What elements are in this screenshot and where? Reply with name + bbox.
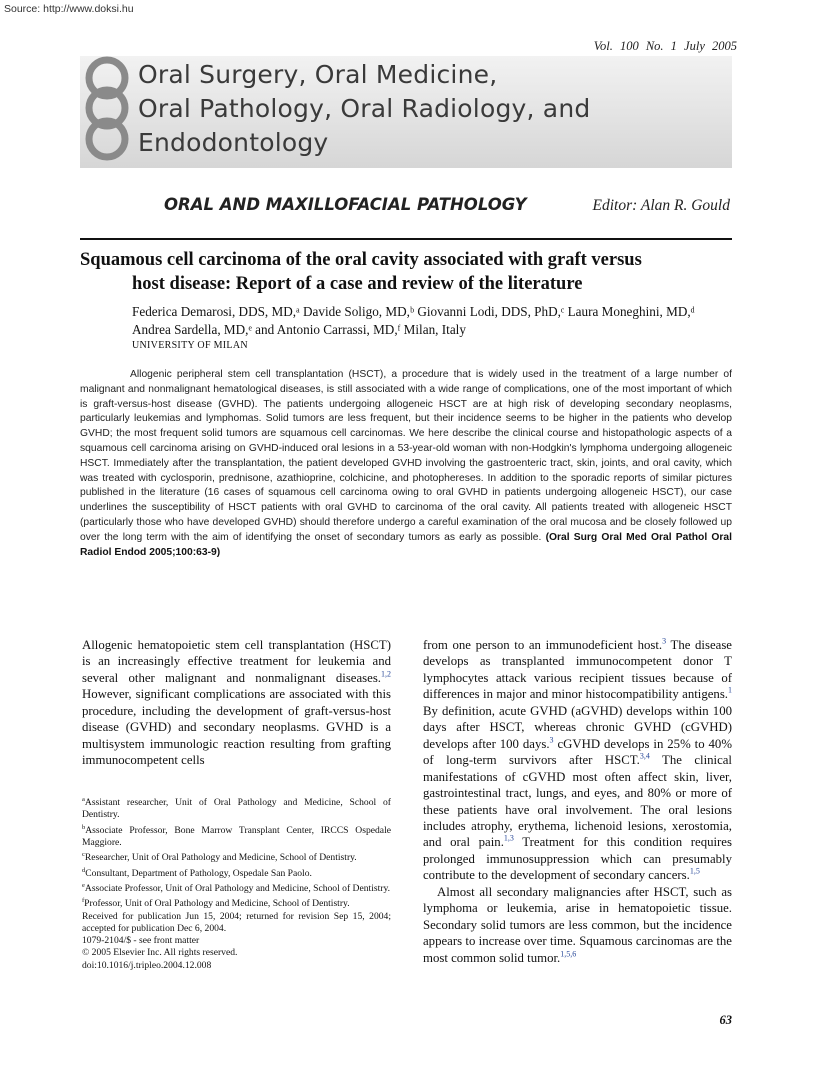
article-authors xyxy=(132,303,732,339)
citation-ref[interactable]: 1,5 xyxy=(689,867,700,877)
journal-banner xyxy=(80,56,732,168)
abstract-citation: (Oral Surg Oral Med Oral Pathol Oral Radiol Endod 2005;100:63-9) xyxy=(80,531,732,558)
article-title xyxy=(80,248,720,296)
citation-ref[interactable]: 1,5,6 xyxy=(560,949,577,959)
section-header xyxy=(80,195,732,221)
footnote-e: $^e$Associate Professor, Unit of Oral Pathology and Medicine, School of Dentistry. xyxy=(82,881,391,895)
body-column-left xyxy=(82,637,391,769)
article-title-line2: host disease: Report of a case and review of the literature xyxy=(132,274,583,294)
body-text: Treatment for this condition requires prolonged immunosuppression which can presumably contribute to the development of secondary cancers. xyxy=(423,835,732,883)
copyright: © 2005 Elsevier Inc. All rights reserved. xyxy=(82,947,238,959)
title-divider xyxy=(80,238,732,240)
body-paragraph xyxy=(423,884,732,966)
journal-rings-logo xyxy=(80,56,140,168)
citation-ref[interactable]: 3 xyxy=(549,735,554,745)
footnote-a: $^a$Assistant researcher, Unit of Oral Pathology and Medicine, School of Dentistry. xyxy=(82,796,391,821)
issue-info: Vol. 100 No. 1 July 2005 xyxy=(593,39,737,53)
authors-line2: Andrea Sardella, MD,ᵉ and Antonio Carrassi, MD,ᶠ Milan, Italy xyxy=(132,322,466,337)
authors-line1: Federica Demarosi, DDS, MD,ᵃ Davide Soligo, MD,ᵇ Giovanni Lodi, DDS, PhD,ᶜ Laura Moneghini, MD,ᵈ xyxy=(132,304,695,319)
body-text: Almost all secondary malignancies after HSCT, such as lymphoma or leukemia, arise in hematopoietic tissue. Secondary solid tumors are less common, but the incidence appears to increase over time. Squamous carcinomas are the most common solid tumor. xyxy=(423,884,732,965)
journal-title-line2: Oral Pathology, Oral Radiology, and xyxy=(138,94,591,123)
issn: 1079-2104/$ - see front matter xyxy=(82,935,200,947)
citation-ref[interactable]: 3,4 xyxy=(639,751,650,761)
body-text: By definition, acute GVHD (aGVHD) develops within 100 days after HSCT, whereas chronic GVHD (cGVHD) develops after 100 days. xyxy=(423,703,732,751)
body-paragraph xyxy=(82,637,391,769)
abstract-text: Allogenic peripheral stem cell transplantation (HSCT), a procedure that is widely used in the treatment of a large number of malignant and nonmalignant hematological diseases, is still associated with a wide range of complications, one of the most important of which is graft-versus-host disease (GVHD). The patients undergoing allogeneic HSCT are at high risk of developing secondary neoplasms, particularly leukemias and lymphomas. Solid tumors are less frequent, but their incidence seems to be higher in the patients who develop GVHD; the most frequent solid tumors are squamous cell carcinomas. We here describe the clinical course and histopathologic aspects of a squamous cell carcinoma arising on GVHD-induced oral lesions in a 53-year-old woman with non-Hodgkin's lymphoma undergoing allogeneic HSCT. Immediately after the transplantation, the patient developed GVHD involving the gastroenteric tract, skin, joints, and oral cavity, which was treated with cyclosporin, prednisone, azathioprine, colchicine, and photophereses. In addition to the sporadic reports of similar pictures published in the literature (16 cases of squamous cell carcinoma owing to oral GVHD in patients undergoing allogeneic HSCT), our case underlines the susceptibility of HSCT patients with oral GVHD to carcinoma of the oral cavity. All patients treated with allogeneic HSCT (particularly those who have developed GVHD) should therefore undergo a careful examination of the oral mucosa and be closely followed up over the long term with the aim of identifying the onset of secondary tumors as early as possible. xyxy=(80,369,732,543)
received-dates: Received for publication Jun 15, 2004; returned for revision Sep 15, 2004; accepted for publication Dec 6, 2004. xyxy=(82,910,391,934)
journal-title-line1: Oral Surgery, Oral Medicine, xyxy=(138,60,498,89)
footnote-f: $^f$Professor, Unit of Oral Pathology and Medicine, School of Dentistry. xyxy=(82,897,350,910)
footnote-d: $^d$Consultant, Department of Pathology, Ospedale San Paolo. xyxy=(82,866,312,879)
source-url: Source: http://www.doksi.hu xyxy=(4,3,134,15)
section-editor: Editor: Alan R. Gould xyxy=(592,197,730,214)
body-text: The clinical manifestations of cGVHD most often affect skin, liver, gastrointestinal tract, lungs, and eyes, and 80% or more of these patients have oral involvement. The oral lesions includes atrophy, erythema, lichenoid lesions, xerostomia, and oral pain. xyxy=(423,753,732,850)
body-text: Allogenic hematopoietic stem cell transplantation (HSCT) is an increasingly effective treatment for leukemia and several other malignant and nonmalignant diseases. xyxy=(82,638,391,685)
citation-ref[interactable]: 3 xyxy=(662,636,667,646)
body-paragraph xyxy=(423,637,732,884)
body-text: cGVHD develops in 25% to 40% of long-term survivors after HSCT. xyxy=(423,736,732,768)
footnotes xyxy=(82,794,391,972)
journal-title-line3: Endodontology xyxy=(138,128,329,157)
footnote-b: $^b$Associate Professor, Bone Marrow Transplant Center, IRCCS Ospedale Maggiore. xyxy=(82,823,391,848)
body-text: The disease develops as transplanted immunocompetent donor T lymphocytes attack various recipient tissues because of differences in major and minor histocompatibility antigens. xyxy=(423,638,732,702)
body-column-right xyxy=(423,637,732,966)
citation-ref[interactable]: 1,3 xyxy=(503,834,514,844)
page-number: 63 xyxy=(719,1013,732,1027)
doi: doi:10.1016/j.tripleo.2004.12.008 xyxy=(82,959,212,971)
citation-ref[interactable]: 1 xyxy=(728,686,732,696)
body-text: from one person to an immunodeficient host. xyxy=(423,638,663,652)
university: UNIVERSITY OF MILAN xyxy=(132,340,248,351)
abstract xyxy=(80,368,732,560)
article-title-line1: Squamous cell carcinoma of the oral cavity associated with graft versus xyxy=(80,250,642,270)
section-title: ORAL AND MAXILLOFACIAL PATHOLOGY xyxy=(164,195,527,214)
footnote-c: $^c$Researcher, Unit of Oral Pathology and Medicine, School of Dentistry. xyxy=(82,851,357,864)
citation-ref[interactable]: 1,2 xyxy=(381,669,391,679)
body-text: However, significant complications are associated with this procedure, including the development of graft-versus-host disease (GVHD) and secondary neoplasms. GVHD is a multisystem immunologic reaction resulting from grafting immunocompetent cells xyxy=(82,687,391,768)
